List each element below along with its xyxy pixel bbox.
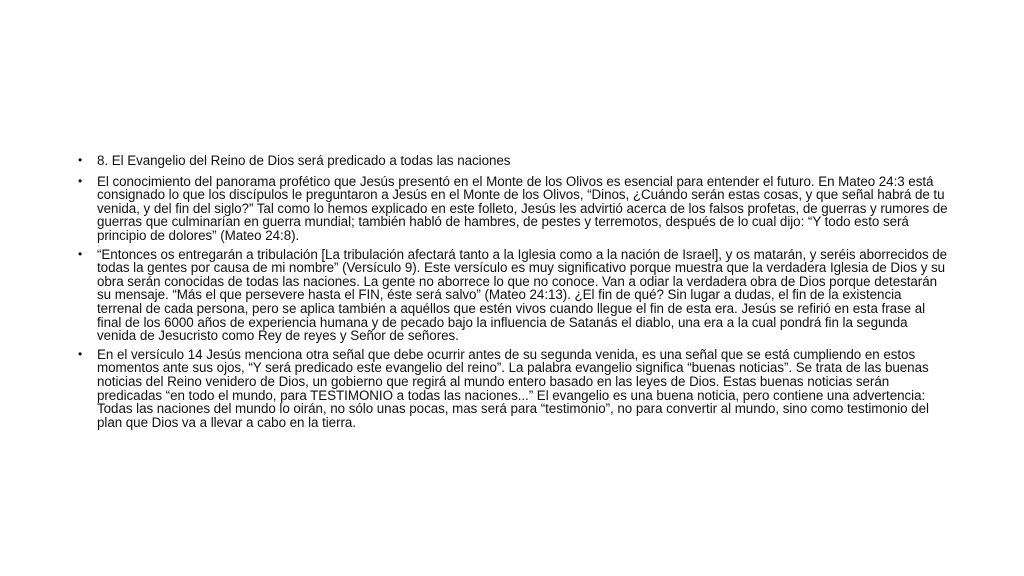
bullet-item-tribulation [78,248,948,343]
bullet-item-heading [78,154,948,168]
bullet-text: “Entonces os entregarán a tribulación [La tribulación afectará tanto a la Iglesia como a la nación de Israel], y os matarán, y seréis aborrecidos de todas la gentes por causa de mi nombre” (Versículo 9). Este versículo es muy significativo porque muestra que la verdadera Iglesia de Dios y su obra serán conocidas de todas las naciones. La gente no aborrece lo que no conoce. Van a odiar la verdadera obra de Dios porque detestarán su mensaje. “Más el que persevere hasta el FIN, éste será salvo” (Mateo 24:13). ¿El fin de qué? Sin lugar a dudas, el fin de la existencia terrenal de cada persona, pero se aplica también a aquéllos que estén vivos cuando llegue el fin de esta era. Jesús se refirió en esta frase al final de los 6000 años de experiencia humana y de pecado bajo la influencia de Satanás el diablo, una era a la cual pondrá fin la segunda venida de Jesucristo como Rey de reyes y Señor de señores. [97,246,948,344]
bullet-item-verse-14 [78,348,948,430]
bullet-text: El conocimiento del panorama profético que Jesús presentó en el Monte de los Olivos es esencial para entender el futuro. En Mateo 24:3 está consignado lo que los discípulos le preguntaron a Jesús en el Monte de los Olivos, “Dinos, ¿Cuándo serán estas cosas, y que señal habrá de tu venida, y del fin del siglo?” Tal como lo hemos explicado en este folleto, Jesús les advirtió acerca de los falsos profetas, de guerras y rumores de guerras que culminarían en guerra mundial; también habló de hambres, de pestes y terremotos, después de lo cual dijo: “Y todo esto será principio de dolores” (Mateo 24:8). [97,173,948,243]
bullet-icon: • [78,173,83,188]
bullet-item-prophetic-panorama [78,175,948,243]
bullet-icon: • [78,246,83,261]
bullet-text: 8. El Evangelio del Reino de Dios será predicado a todas las naciones [97,153,511,168]
bullet-icon: • [78,153,83,167]
bullet-text: En el versículo 14 Jesús menciona otra señal que debe ocurrir antes de su segunda venida, es una señal que se está cumpliendo en estos momentos ante sus ojos, “Y será predicado este evangelio del reino”. La palabra evangelio significa “buenas noticias”. Se trata de las buenas noticias del Reino venidero de Dios, un gobierno que regirá al mundo entero basado en las leyes de Dios. Estas buenas noticias serán predicadas “en todo el mundo, para TESTIMONIO a todas las naciones...” El evangelio es una buena noticia, pero contiene una advertencia: Todas las naciones del mundo lo oirán, no sólo unas pocas, mas será para “testimonio”, no para convertir al mundo, sino como testimonio del plan que Dios va a llevar a cabo en la tierra. [97,346,929,430]
bullet-icon: • [78,346,83,361]
bullet-list [78,154,948,434]
